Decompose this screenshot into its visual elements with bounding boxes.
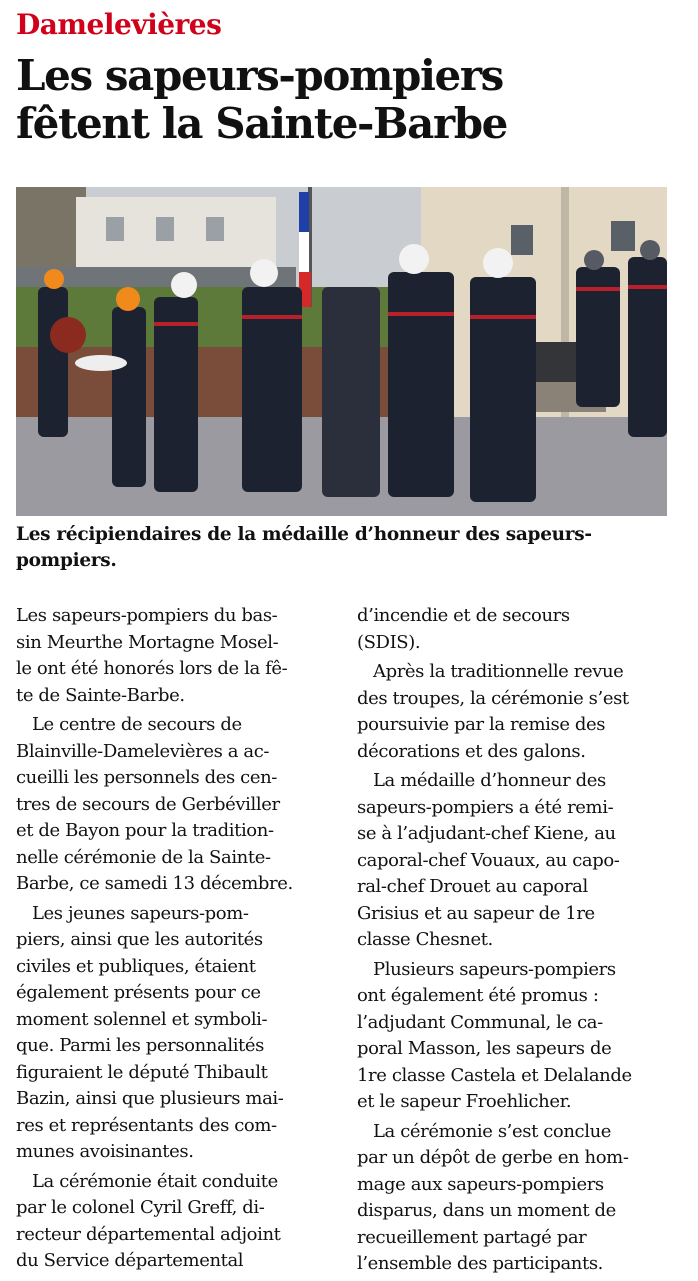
paragraph-line: Après la traditionnelle revue <box>373 661 624 682</box>
paragraph-line: Barbe, ce samedi 13 décembre. <box>16 873 293 894</box>
paragraph-line: et de Bayon pour la tradition- <box>16 820 274 841</box>
paragraph-line: du Service départemental <box>16 1250 244 1271</box>
paragraph-line: Grisius et au sapeur de 1re <box>357 902 595 924</box>
paragraph-line: La médaille d’honneur des <box>373 770 606 791</box>
paragraph-line: par le colonel Cyril Greff, di- <box>16 1197 265 1218</box>
article-column-left <box>16 603 328 1278</box>
photo-firefighters-ceremony-icon <box>16 187 667 516</box>
paragraph-line: le ont été honorés lors de la fê- <box>16 658 288 679</box>
paragraph-line: Les sapeurs-pompiers du bas- <box>16 605 278 626</box>
paragraph-line: d’incendie et de secours <box>357 605 570 626</box>
paragraph-line: par un dépôt de gerbe en hom- <box>357 1147 629 1168</box>
paragraph-line: décorations et des galons. <box>357 740 586 762</box>
paragraph-line: des troupes, la cérémonie s’est <box>357 687 629 709</box>
paragraph-line: classe Chesnet. <box>357 929 493 950</box>
paragraph-line: te de Sainte-Barbe. <box>16 684 185 706</box>
photo-caption <box>16 522 666 574</box>
paragraph-line: Plusieurs sapeurs-pompiers <box>373 958 616 980</box>
paragraph-line: La cérémonie était conduite <box>32 1170 278 1192</box>
headline <box>16 52 686 148</box>
paragraph-line: piers, ainsi que les autorités <box>16 929 263 950</box>
paragraph-line: l’adjudant Communal, le ca- <box>357 1011 603 1033</box>
paragraph-line: que. Parmi les personnalités <box>16 1035 264 1056</box>
headline-line: fêtent la Sainte-Barbe <box>16 99 507 148</box>
article-paragraph <box>16 1169 328 1275</box>
article-paragraph <box>357 1119 669 1278</box>
paragraph-line: et le sapeur Froehlicher. <box>357 1091 572 1112</box>
article-paragraph <box>357 957 669 1116</box>
article-column-right <box>357 603 669 1281</box>
paragraph-line: sapeurs-pompiers a été remi- <box>357 796 614 818</box>
paragraph-line: sin Meurthe Mortagne Mosel- <box>16 631 279 653</box>
paragraph-line: l’ensemble des participants. <box>357 1253 603 1274</box>
paragraph-line: munes avoisinantes. <box>16 1141 194 1162</box>
paragraph-line: 1re classe Castela et Delalande <box>357 1064 632 1086</box>
paragraph-line: recueillement partagé par <box>357 1226 587 1248</box>
paragraph-line: poursuivie par la remise des <box>357 714 606 735</box>
paragraph-line: Bazin, ainsi que plusieurs mai- <box>16 1088 284 1109</box>
paragraph-line: (SDIS). <box>357 631 421 653</box>
paragraph-line: cueilli les personnels des cen- <box>16 767 277 788</box>
paragraph-line: caporal-chef Vouaux, au capo- <box>357 849 620 871</box>
paragraph-line: Les jeunes sapeurs-pom- <box>32 902 249 924</box>
paragraph-line: figuraient le député Thibault <box>16 1061 268 1083</box>
paragraph-line: ont également été promus : <box>357 985 599 1006</box>
article-paragraph <box>16 901 328 1166</box>
paragraph-line: également présents pour ce <box>16 982 261 1003</box>
paragraph-line: disparus, dans un moment de <box>357 1200 616 1221</box>
article-photo <box>16 187 667 516</box>
paragraph-line: La cérémonie s’est conclue <box>373 1120 612 1142</box>
paragraph-line: tres de secours de Gerbéviller <box>16 793 280 815</box>
paragraph-line: poral Masson, les sapeurs de <box>357 1038 612 1059</box>
paragraph-line: civiles et publiques, étaient <box>16 955 256 977</box>
caption-line: pompiers. <box>16 550 117 571</box>
article-paragraph <box>357 659 669 765</box>
paragraph-line: ral-chef Drouet au caporal <box>357 876 588 897</box>
article-paragraph <box>16 603 328 709</box>
paragraph-line: res et représentants des com- <box>16 1114 277 1136</box>
paragraph-line: mage aux sapeurs-pompiers <box>357 1173 604 1195</box>
article-paragraph <box>357 603 669 656</box>
article-paragraph <box>16 712 328 898</box>
article-paragraph <box>357 768 669 954</box>
paragraph-line: Blainville-Damelevières a ac- <box>16 740 270 762</box>
section-kicker: Damelevières <box>16 8 222 41</box>
caption-line: Les récipiendaires de la médaille d’honneur des sapeurs- <box>16 524 592 545</box>
paragraph-line: se à l’adjudant-chef Kiene, au <box>357 823 616 844</box>
paragraph-line: moment solennel et symboli- <box>16 1008 268 1030</box>
paragraph-line: Le centre de secours de <box>32 714 242 735</box>
paragraph-line: recteur départemental adjoint <box>16 1223 281 1245</box>
headline-line: Les sapeurs-pompiers <box>16 51 503 100</box>
paragraph-line: nelle cérémonie de la Sainte- <box>16 846 271 868</box>
